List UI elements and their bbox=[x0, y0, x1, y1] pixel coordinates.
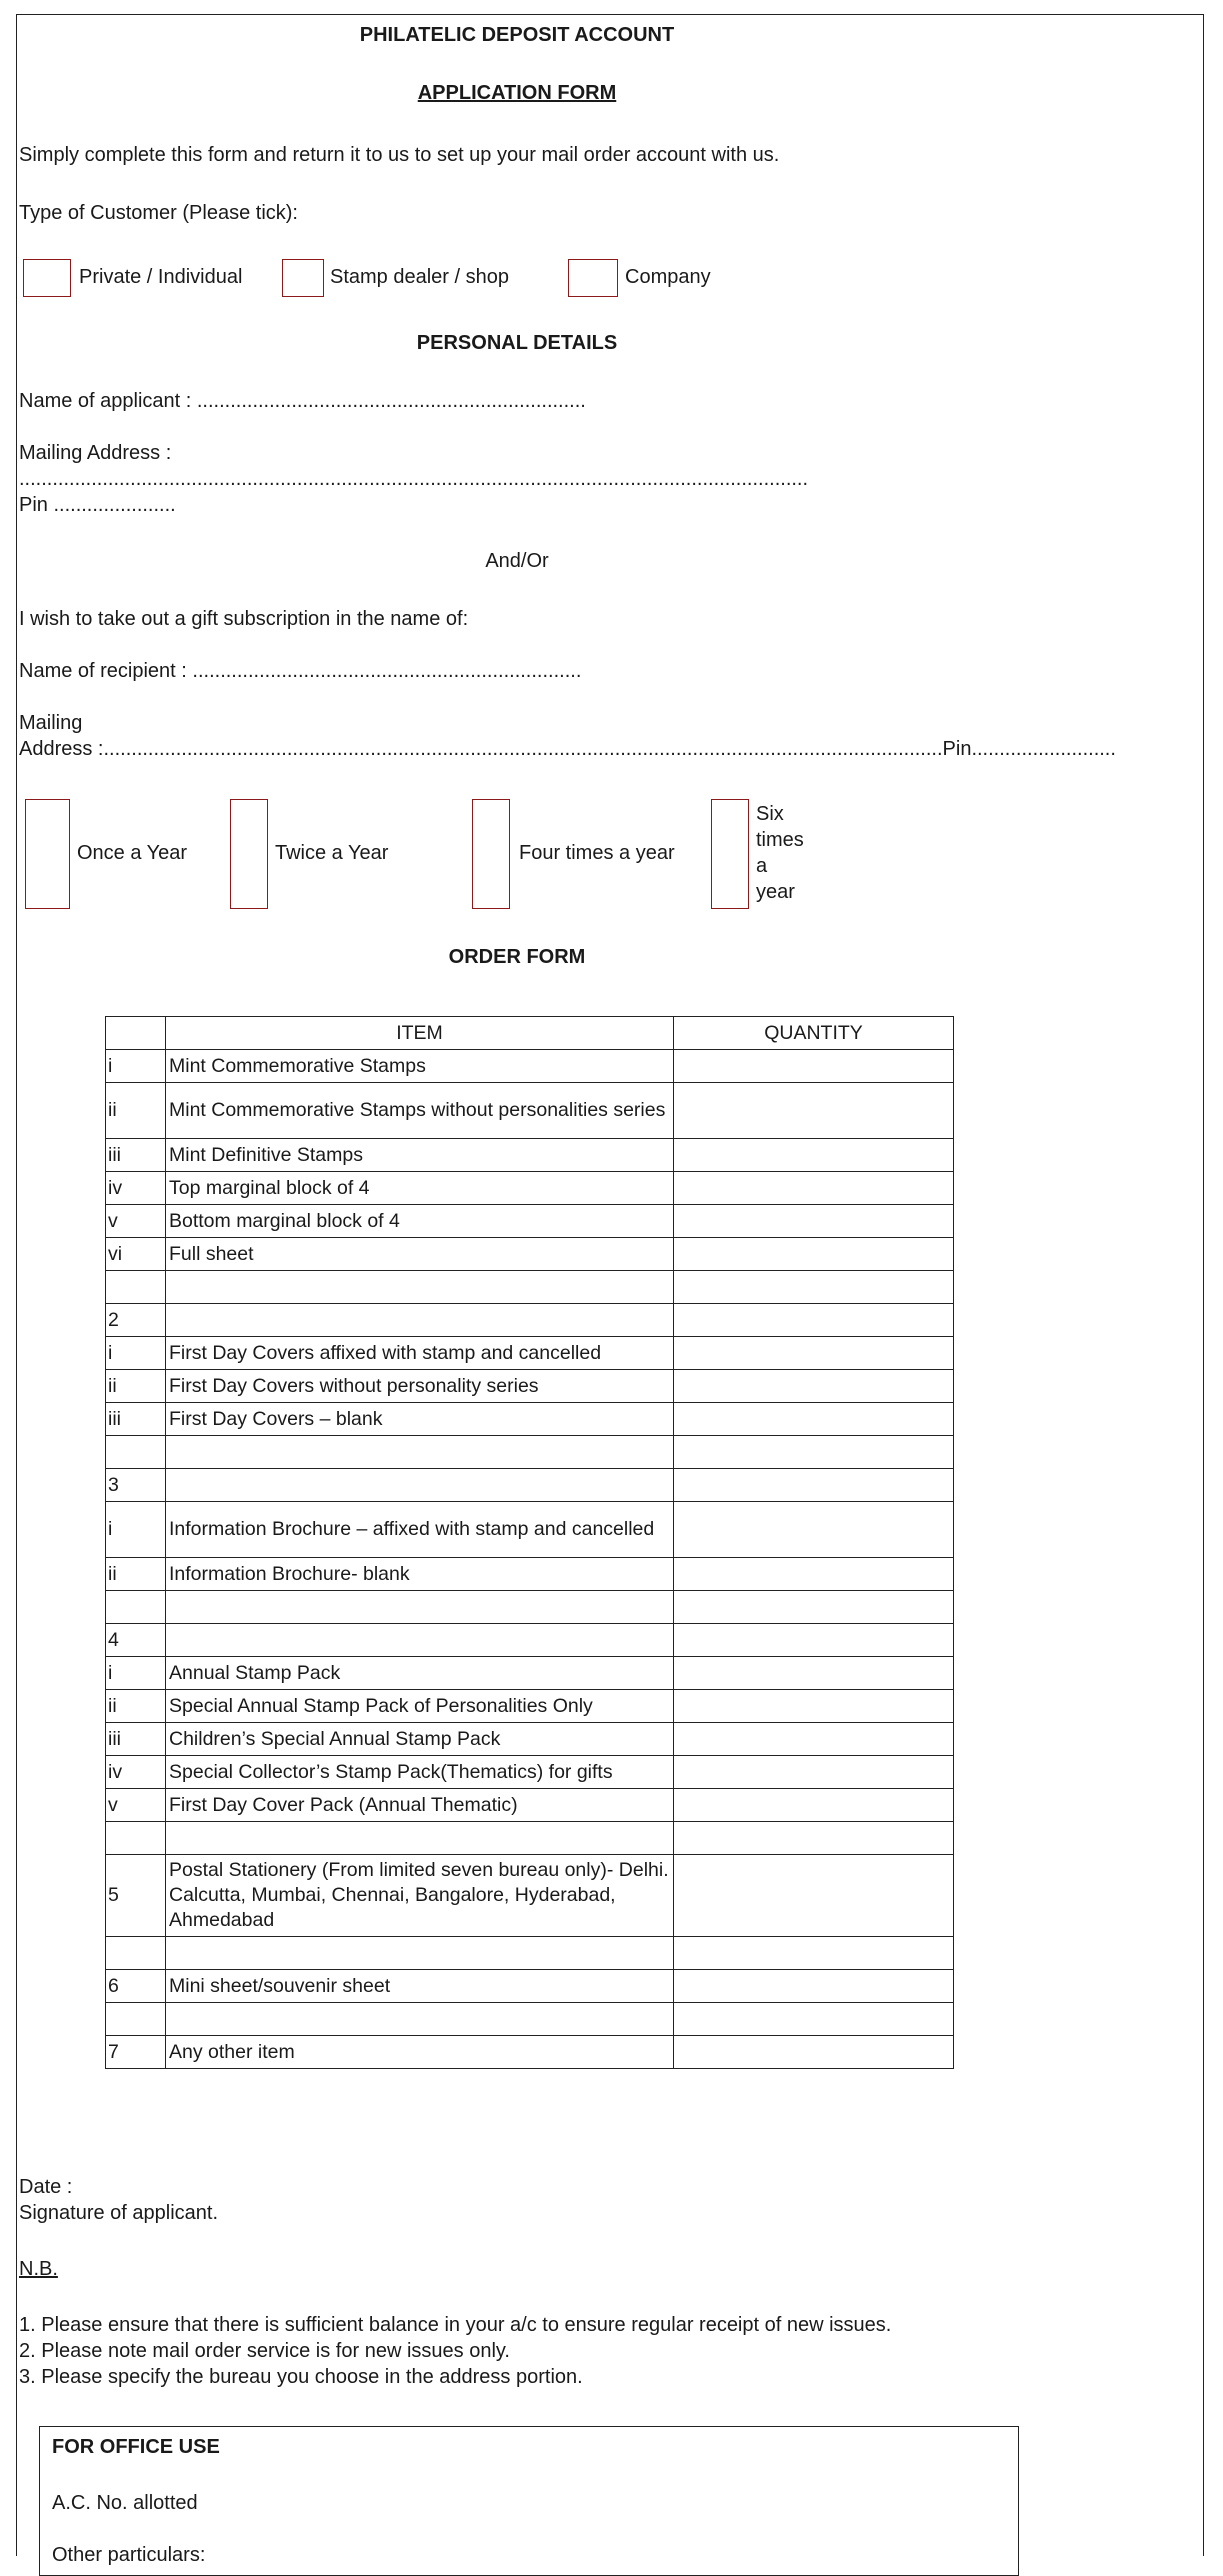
order-row bbox=[106, 1937, 954, 1970]
mailing-address-label: Mailing Address : bbox=[19, 442, 172, 464]
row-number: i bbox=[106, 1337, 166, 1370]
label-six-line: times bbox=[756, 829, 804, 851]
pin-field[interactable]: Pin ...................... bbox=[19, 494, 176, 516]
quantity-input-cell[interactable] bbox=[674, 1558, 954, 1591]
row-number: i bbox=[106, 1050, 166, 1083]
row-number: iv bbox=[106, 1756, 166, 1789]
row-number: 2 bbox=[106, 1304, 166, 1337]
row-item: First Day Cover Pack (Annual Thematic) bbox=[166, 1789, 674, 1822]
quantity-input-cell[interactable] bbox=[674, 1172, 954, 1205]
quantity-input-cell[interactable] bbox=[674, 1723, 954, 1756]
row-number bbox=[106, 1436, 166, 1469]
checkbox-company[interactable] bbox=[568, 259, 618, 297]
checkbox-six-times-a-year[interactable] bbox=[711, 799, 749, 909]
order-row bbox=[106, 1657, 954, 1690]
order-row bbox=[106, 1469, 954, 1502]
label-six-line: Six bbox=[756, 803, 784, 825]
signature-field[interactable]: Signature of applicant. bbox=[19, 2202, 219, 2224]
order-row bbox=[106, 1304, 954, 1337]
gift-subscription-text: I wish to take out a gift subscription in the name of: bbox=[19, 608, 469, 630]
mailing-address-field[interactable]: .............................................................................................................................................. bbox=[19, 468, 809, 490]
row-item: Special Collector’s Stamp Pack(Thematics) for gifts bbox=[166, 1756, 674, 1789]
row-number bbox=[106, 2003, 166, 2036]
quantity-input-cell[interactable] bbox=[674, 1690, 954, 1723]
checkbox-stamp-dealer-label: Stamp dealer / shop bbox=[330, 266, 509, 288]
header-item: ITEM bbox=[166, 1017, 674, 1050]
row-item bbox=[166, 2003, 674, 2036]
quantity-input-cell[interactable] bbox=[674, 1436, 954, 1469]
customer-type-prompt: Type of Customer (Please tick): bbox=[19, 202, 298, 224]
row-number: v bbox=[106, 1205, 166, 1238]
quantity-input-cell[interactable] bbox=[674, 1469, 954, 1502]
row-item: Mint Commemorative Stamps without personalities series bbox=[166, 1083, 674, 1139]
recipient-address-field[interactable]: Address :.......................................................................................................................................................Pin.......................... bbox=[19, 738, 1116, 760]
header-number-cell bbox=[106, 1017, 166, 1050]
row-item: Mint Commemorative Stamps bbox=[166, 1050, 674, 1083]
form-subtitle: APPLICATION FORM bbox=[417, 82, 617, 104]
order-row bbox=[106, 1502, 954, 1558]
row-number bbox=[106, 1271, 166, 1304]
row-number: ii bbox=[106, 1690, 166, 1723]
quantity-input-cell[interactable] bbox=[674, 1624, 954, 1657]
row-item: Information Brochure- blank bbox=[166, 1558, 674, 1591]
quantity-input-cell[interactable] bbox=[674, 1970, 954, 2003]
order-row bbox=[106, 1337, 954, 1370]
row-item: First Day Covers without personality series bbox=[166, 1370, 674, 1403]
quantity-input-cell[interactable] bbox=[674, 1050, 954, 1083]
label-six-times-a-year bbox=[756, 801, 804, 905]
order-form-heading: ORDER FORM bbox=[448, 946, 586, 968]
label-four-times-a-year: Four times a year bbox=[519, 842, 675, 864]
row-number: 4 bbox=[106, 1624, 166, 1657]
checkbox-private[interactable] bbox=[23, 259, 71, 297]
checkbox-stamp-dealer[interactable] bbox=[282, 259, 324, 297]
row-number bbox=[106, 1937, 166, 1970]
order-row bbox=[106, 1238, 954, 1271]
row-item: Special Annual Stamp Pack of Personalities Only bbox=[166, 1690, 674, 1723]
order-row bbox=[106, 1083, 954, 1139]
quantity-input-cell[interactable] bbox=[674, 2036, 954, 2069]
quantity-input-cell[interactable] bbox=[674, 1304, 954, 1337]
row-item: Any other item bbox=[166, 2036, 674, 2069]
order-row bbox=[106, 1139, 954, 1172]
form-title: PHILATELIC DEPOSIT ACCOUNT bbox=[359, 24, 675, 46]
row-item bbox=[166, 1937, 674, 1970]
date-field[interactable]: Date : bbox=[19, 2176, 73, 2198]
header-quantity: QUANTITY bbox=[674, 1017, 954, 1050]
personal-details-heading: PERSONAL DETAILS bbox=[416, 332, 618, 354]
order-row bbox=[106, 1050, 954, 1083]
ac-number-field[interactable]: A.C. No. allotted bbox=[52, 2492, 198, 2514]
row-number: 6 bbox=[106, 1970, 166, 2003]
row-number: ii bbox=[106, 1558, 166, 1591]
checkbox-private-label: Private / Individual bbox=[79, 266, 243, 288]
row-number bbox=[106, 1822, 166, 1855]
quantity-input-cell[interactable] bbox=[674, 1271, 954, 1304]
quantity-input-cell[interactable] bbox=[674, 1403, 954, 1436]
order-table-header bbox=[106, 1017, 954, 1050]
row-number: 7 bbox=[106, 2036, 166, 2069]
recipient-name-field[interactable]: Name of recipient : ...................................................................... bbox=[19, 660, 582, 682]
quantity-input-cell[interactable] bbox=[674, 1657, 954, 1690]
row-number: iii bbox=[106, 1139, 166, 1172]
intro-text: Simply complete this form and return it to us to set up your mail order account with us. bbox=[19, 144, 780, 166]
checkbox-company-label: Company bbox=[625, 266, 711, 288]
order-row bbox=[106, 1436, 954, 1469]
quantity-input-cell[interactable] bbox=[674, 1205, 954, 1238]
row-number: iv bbox=[106, 1172, 166, 1205]
row-item bbox=[166, 1271, 674, 1304]
quantity-input-cell[interactable] bbox=[674, 1502, 954, 1558]
row-item: Postal Stationery (From limited seven bureau only)- Delhi. Calcutta, Mumbai, Chennai, Bangalore, Hyderabad, Ahmedabad bbox=[166, 1855, 674, 1937]
row-item bbox=[166, 1436, 674, 1469]
order-row bbox=[106, 1855, 954, 1937]
order-row bbox=[106, 2003, 954, 2036]
quantity-input-cell[interactable] bbox=[674, 1822, 954, 1855]
row-number: vi bbox=[106, 1238, 166, 1271]
form-page bbox=[16, 14, 1204, 2566]
row-item bbox=[166, 1624, 674, 1657]
quantity-input-cell[interactable] bbox=[674, 2003, 954, 2036]
row-item: Annual Stamp Pack bbox=[166, 1657, 674, 1690]
row-item bbox=[166, 1304, 674, 1337]
quantity-input-cell[interactable] bbox=[674, 1238, 954, 1271]
row-item: Information Brochure – affixed with stamp and cancelled bbox=[166, 1502, 674, 1558]
row-item: Top marginal block of 4 bbox=[166, 1172, 674, 1205]
row-item: Children’s Special Annual Stamp Pack bbox=[166, 1723, 674, 1756]
row-item: Mini sheet/souvenir sheet bbox=[166, 1970, 674, 2003]
order-table bbox=[105, 1016, 954, 2069]
note-1: 1. Please ensure that there is sufficient balance in your a/c to ensure regular receipt of new issues. bbox=[19, 2314, 892, 2336]
quantity-input-cell[interactable] bbox=[674, 1337, 954, 1370]
order-row bbox=[106, 1370, 954, 1403]
row-number: v bbox=[106, 1789, 166, 1822]
order-row bbox=[106, 1205, 954, 1238]
order-row bbox=[106, 1723, 954, 1756]
order-row bbox=[106, 1403, 954, 1436]
row-number: iii bbox=[106, 1723, 166, 1756]
order-row bbox=[106, 1822, 954, 1855]
row-item: Mint Definitive Stamps bbox=[166, 1139, 674, 1172]
order-row bbox=[106, 1271, 954, 1304]
order-row bbox=[106, 1789, 954, 1822]
row-number: ii bbox=[106, 1370, 166, 1403]
row-item: Full sheet bbox=[166, 1238, 674, 1271]
row-number: i bbox=[106, 1657, 166, 1690]
recipient-mailing-label: Mailing bbox=[19, 712, 83, 734]
order-row bbox=[106, 1172, 954, 1205]
office-use-box bbox=[39, 2426, 1019, 2576]
checkbox-twice-a-year[interactable] bbox=[230, 799, 268, 909]
row-number: 3 bbox=[106, 1469, 166, 1502]
row-item: First Day Covers – blank bbox=[166, 1403, 674, 1436]
order-row bbox=[106, 1970, 954, 2003]
quantity-input-cell[interactable] bbox=[674, 1789, 954, 1822]
office-use-title: FOR OFFICE USE bbox=[52, 2436, 220, 2458]
order-row bbox=[106, 2036, 954, 2069]
row-item bbox=[166, 1822, 674, 1855]
label-once-a-year: Once a Year bbox=[77, 842, 188, 864]
quantity-input-cell[interactable] bbox=[674, 1139, 954, 1172]
label-twice-a-year: Twice a Year bbox=[275, 842, 389, 864]
note-2: 2. Please note mail order service is for new issues only. bbox=[19, 2340, 510, 2362]
row-item: First Day Covers affixed with stamp and cancelled bbox=[166, 1337, 674, 1370]
nb-heading: N.B. bbox=[19, 2258, 58, 2280]
order-row bbox=[106, 1756, 954, 1789]
applicant-name-field[interactable]: Name of applicant : ...................................................................... bbox=[19, 390, 586, 412]
row-item: Bottom marginal block of 4 bbox=[166, 1205, 674, 1238]
row-number: 5 bbox=[106, 1855, 166, 1937]
row-item bbox=[166, 1591, 674, 1624]
row-number bbox=[106, 1591, 166, 1624]
checkbox-once-a-year[interactable] bbox=[25, 799, 70, 909]
quantity-input-cell[interactable] bbox=[674, 1591, 954, 1624]
row-number: i bbox=[106, 1502, 166, 1558]
quantity-input-cell[interactable] bbox=[674, 1756, 954, 1789]
order-row bbox=[106, 1690, 954, 1723]
row-item bbox=[166, 1469, 674, 1502]
quantity-input-cell[interactable] bbox=[674, 1370, 954, 1403]
order-row bbox=[106, 1591, 954, 1624]
label-six-line: a bbox=[756, 855, 768, 877]
quantity-input-cell[interactable] bbox=[674, 1937, 954, 1970]
checkbox-four-times-a-year[interactable] bbox=[472, 799, 510, 909]
order-row bbox=[106, 1624, 954, 1657]
quantity-input-cell[interactable] bbox=[674, 1855, 954, 1937]
row-number: ii bbox=[106, 1083, 166, 1139]
label-six-line: year bbox=[756, 881, 795, 903]
row-number: iii bbox=[106, 1403, 166, 1436]
note-3: 3. Please specify the bureau you choose in the address portion. bbox=[19, 2366, 583, 2388]
and-or-text: And/Or bbox=[485, 550, 549, 572]
order-row bbox=[106, 1558, 954, 1591]
quantity-input-cell[interactable] bbox=[674, 1083, 954, 1139]
other-particulars-field[interactable]: Other particulars: bbox=[52, 2544, 206, 2566]
